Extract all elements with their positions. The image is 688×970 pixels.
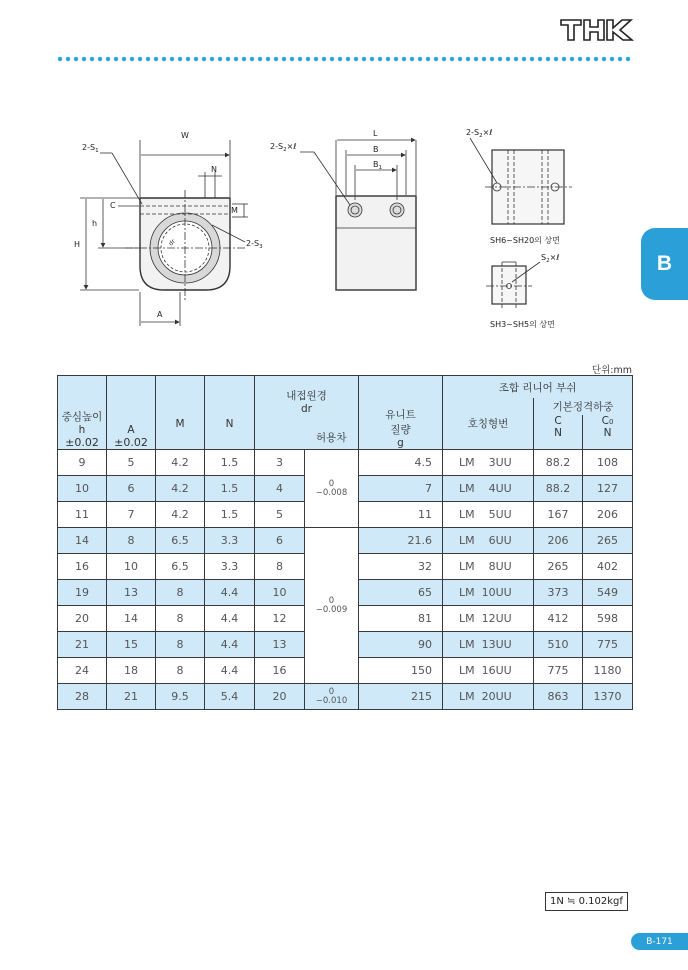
- table-cell: 6.5: [156, 554, 205, 580]
- table-cell: 81: [359, 606, 443, 632]
- table-cell: 7: [359, 476, 443, 502]
- table-cell: 1.5: [205, 450, 255, 476]
- dim-A: A: [157, 310, 163, 319]
- thk-logo: [560, 18, 634, 42]
- header-dr: 내접원경 dr: [255, 376, 359, 416]
- table-cell: 1370: [583, 684, 633, 710]
- table-cell: 20: [58, 606, 107, 632]
- spec-table: [57, 375, 633, 710]
- table-cell: 1.5: [205, 502, 255, 528]
- header-model: 호칭형번: [443, 398, 534, 450]
- table-cell: 5: [107, 450, 156, 476]
- table-cell: 4.4: [205, 658, 255, 684]
- dim-2-S3: $2-S_3$: [246, 239, 263, 250]
- table-cell: 8: [156, 606, 205, 632]
- table-cell: 10: [107, 554, 156, 580]
- section-tab: B: [641, 228, 688, 300]
- table-cell: LM 4UU: [443, 476, 534, 502]
- table-cell: 15: [107, 632, 156, 658]
- table-cell: 206: [583, 502, 633, 528]
- dr-tolerance-1: 0 −0.008: [305, 450, 359, 528]
- table-cell: 4.4: [205, 580, 255, 606]
- table-cell: 402: [583, 554, 633, 580]
- header-dr-tolerance: 허용차: [305, 415, 359, 450]
- dotted-divider: [56, 56, 634, 62]
- dr-tolerance-3: 0 −0.010: [305, 684, 359, 710]
- table-cell: 598: [583, 606, 633, 632]
- table-cell: 775: [583, 632, 633, 658]
- dim-2-S1: $2-S_1$: [82, 143, 99, 154]
- table-cell: 3.3: [205, 554, 255, 580]
- table-cell: 13: [107, 580, 156, 606]
- table-cell: 32: [359, 554, 443, 580]
- table-cell: 4.5: [359, 450, 443, 476]
- dim-B: B: [373, 145, 379, 154]
- dim-N: N: [211, 165, 217, 174]
- table-row: [58, 528, 633, 554]
- dim-M: M: [231, 206, 238, 215]
- table-cell: 206: [534, 528, 583, 554]
- table-cell: LM 5UU: [443, 502, 534, 528]
- table-cell: 90: [359, 632, 443, 658]
- table-cell: 21.6: [359, 528, 443, 554]
- table-cell: 3.3: [205, 528, 255, 554]
- table-cell: 9: [58, 450, 107, 476]
- table-row: [58, 450, 633, 476]
- table-cell: 373: [534, 580, 583, 606]
- table-cell: 65: [359, 580, 443, 606]
- header-M: M: [156, 376, 205, 450]
- table-cell: 4: [255, 476, 305, 502]
- table-cell: 16: [58, 554, 107, 580]
- table-cell: LM 20UU: [443, 684, 534, 710]
- table-cell: 24: [58, 658, 107, 684]
- table-cell: 20: [255, 684, 305, 710]
- table-cell: 6: [255, 528, 305, 554]
- table-header-row-1: [58, 376, 633, 399]
- table-cell: 18: [107, 658, 156, 684]
- dim-S2-small: $S_2\times\ell$: [541, 253, 560, 264]
- table-cell: 4.4: [205, 632, 255, 658]
- header-C: C N: [534, 415, 583, 450]
- table-cell: 3: [255, 450, 305, 476]
- table-cell: 510: [534, 632, 583, 658]
- header-unit-mass: 유니트 질량 g: [359, 376, 443, 450]
- dim-2-S2-side: $2-S_2\times\ell$: [270, 142, 297, 153]
- table-cell: LM 10UU: [443, 580, 534, 606]
- table-cell: 6: [107, 476, 156, 502]
- table-cell: 5: [255, 502, 305, 528]
- dim-h: h: [92, 219, 98, 228]
- dr-tolerance-2: 0 −0.009: [305, 528, 359, 684]
- unit-label: 단위:mm: [591, 365, 632, 376]
- header-C0: C0 N: [583, 415, 633, 450]
- table-cell: 412: [534, 606, 583, 632]
- table-cell: LM 8UU: [443, 554, 534, 580]
- table-cell: 28: [58, 684, 107, 710]
- table-cell: 7: [107, 502, 156, 528]
- table-cell: [255, 415, 305, 450]
- table-cell: 549: [583, 580, 633, 606]
- table-cell: 10: [255, 580, 305, 606]
- table-cell: 167: [534, 502, 583, 528]
- table-cell: 4.2: [156, 502, 205, 528]
- table-cell: 14: [58, 528, 107, 554]
- dim-H: H: [74, 240, 81, 249]
- caption-sh3-sh5: SH3~SH5의 상면: [490, 320, 555, 329]
- table-cell: LM 12UU: [443, 606, 534, 632]
- caption-sh6-sh20: SH6~SH20의 상면: [490, 236, 560, 245]
- unit-conversion-note: 1N ≒ 0.102kgf: [545, 892, 628, 911]
- page-number: B-171: [631, 933, 688, 950]
- table-cell: 863: [534, 684, 583, 710]
- table-row: [58, 684, 633, 710]
- table-cell: 19: [58, 580, 107, 606]
- table-cell: 6.5: [156, 528, 205, 554]
- table-cell: 8: [107, 528, 156, 554]
- table-cell: LM 6UU: [443, 528, 534, 554]
- table-cell: LM 16UU: [443, 658, 534, 684]
- table-cell: 150: [359, 658, 443, 684]
- table-cell: 4.2: [156, 476, 205, 502]
- dim-C: C: [110, 201, 116, 210]
- table-cell: 11: [359, 502, 443, 528]
- table-cell: 127: [583, 476, 633, 502]
- table-cell: 12: [255, 606, 305, 632]
- header-A: A ±0.02: [107, 376, 156, 450]
- header-load: 기본정격하중: [534, 398, 633, 415]
- dim-L: L: [373, 129, 378, 138]
- table-cell: LM 3UU: [443, 450, 534, 476]
- table-cell: 11: [58, 502, 107, 528]
- table-cell: 13: [255, 632, 305, 658]
- header-combo: 조합 리니어 부쉬: [443, 376, 633, 399]
- table-cell: 4.2: [156, 450, 205, 476]
- table-cell: 10: [58, 476, 107, 502]
- table-cell: 4.4: [205, 606, 255, 632]
- table-cell: 8: [156, 658, 205, 684]
- table-cell: 108: [583, 450, 633, 476]
- table-cell: 16: [255, 658, 305, 684]
- table-cell: LM 13UU: [443, 632, 534, 658]
- table-cell: 9.5: [156, 684, 205, 710]
- table-cell: 5.4: [205, 684, 255, 710]
- table-cell: 265: [583, 528, 633, 554]
- table-cell: 1.5: [205, 476, 255, 502]
- header-center-height: 중심높이 h ±0.02: [58, 376, 107, 450]
- table-cell: 88.2: [534, 476, 583, 502]
- table-cell: 21: [58, 632, 107, 658]
- table-cell: 8: [156, 580, 205, 606]
- table-cell: 8: [255, 554, 305, 580]
- table-cell: 215: [359, 684, 443, 710]
- table-cell: 88.2: [534, 450, 583, 476]
- table-cell: 8: [156, 632, 205, 658]
- dim-2-S2-top: $2-S_2\times\ell$: [466, 128, 493, 139]
- table-cell: 265: [534, 554, 583, 580]
- table-cell: 21: [107, 684, 156, 710]
- dim-W: W: [181, 131, 189, 140]
- header-N: N: [205, 376, 255, 450]
- table-cell: 1180: [583, 658, 633, 684]
- dim-B1: $B_1$: [373, 160, 382, 171]
- table-cell: 775: [534, 658, 583, 684]
- dim-dr: dr: [167, 238, 177, 248]
- table-cell: 14: [107, 606, 156, 632]
- technical-drawings: [0, 110, 688, 340]
